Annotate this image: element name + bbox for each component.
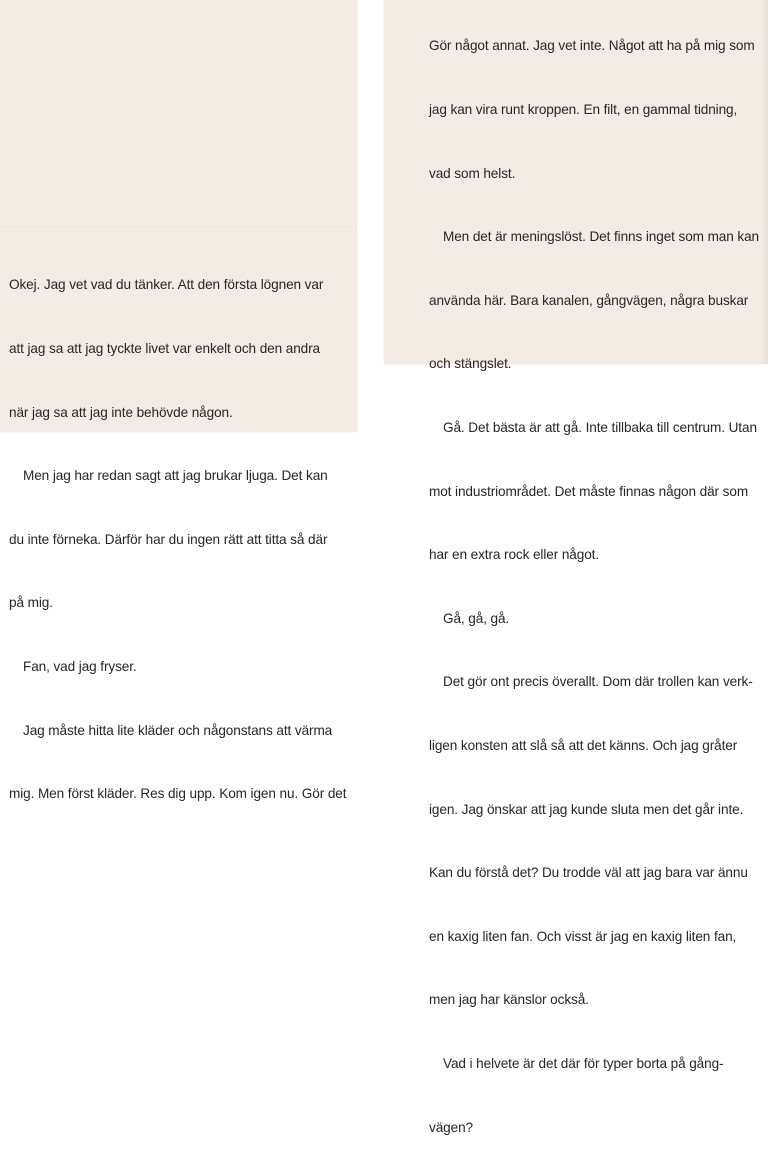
- page-edge-shadow: [760, 0, 768, 364]
- text-line: jag kan vira runt kroppen. En filt, en gammal tidning,: [429, 102, 738, 117]
- text-line: Kan du förstå det? Du trodde väl att jag bara var ännu: [429, 865, 748, 881]
- text-line: att jag sa att jag tyckte livet var enkelt och den andra: [9, 341, 321, 356]
- text-line: när jag sa att jag inte behövde någon.: [9, 404, 233, 420]
- text-line: vad som helst.: [429, 165, 516, 181]
- text-line: Gör något annat. Jag vet inte. Något att ha på mig som: [429, 38, 755, 54]
- right-page-text: [429, 0, 759, 1159]
- text-line: Gå, gå, gå.: [443, 610, 510, 626]
- text-line: på mig.: [9, 595, 53, 611]
- text-line: Okej. Jag vet vad du tänker. Att den första lögnen var: [9, 277, 324, 293]
- text-line: Jag måste hitta lite kläder och någonstans att värma: [23, 722, 333, 738]
- text-line: du inte förneka. Därför har du ingen rätt att titta så där: [9, 531, 328, 547]
- text-line: Det gör ont precis överallt. Dom där trollen kan verk-: [443, 674, 753, 690]
- text-line: vägen?: [429, 1119, 473, 1135]
- text-line: igen. Jag önskar att jag kunde sluta men det går inte.: [429, 801, 744, 817]
- text-line: mig. Men först kläder. Res dig upp. Kom igen nu. Gör det: [9, 786, 347, 802]
- text-line: Gå. Det bästa är att gå. Inte tillbaka till centrum. Utan: [443, 419, 757, 435]
- text-line: men jag har känslor också.: [429, 992, 589, 1008]
- text-line: mot industriområdet. Det måste finnas någon där som: [429, 483, 749, 499]
- text-line: en kaxig liten fan. Och visst är jag en kaxig liten fan,: [429, 928, 737, 944]
- text-line: och stängslet.: [429, 356, 512, 372]
- text-line: Men jag har redan sagt att jag brukar ljuga. Det kan: [23, 468, 328, 484]
- text-line: använda här. Bara kanalen, gångvägen, några buskar: [429, 292, 749, 308]
- text-line: Fan, vad jag fryser.: [23, 658, 137, 674]
- left-page-text: [9, 232, 346, 826]
- text-line: Vad i helvete är det där för typer borta på gång-: [443, 1055, 724, 1071]
- left-page-upper-scrap: [0, 0, 357, 227]
- text-line: ligen konsten att slå så att det känns. Och jag gråter: [429, 737, 738, 753]
- text-line: Men det är meningslöst. Det finns inget som man kan: [443, 229, 760, 245]
- text-line: har en extra rock eller något.: [429, 547, 600, 563]
